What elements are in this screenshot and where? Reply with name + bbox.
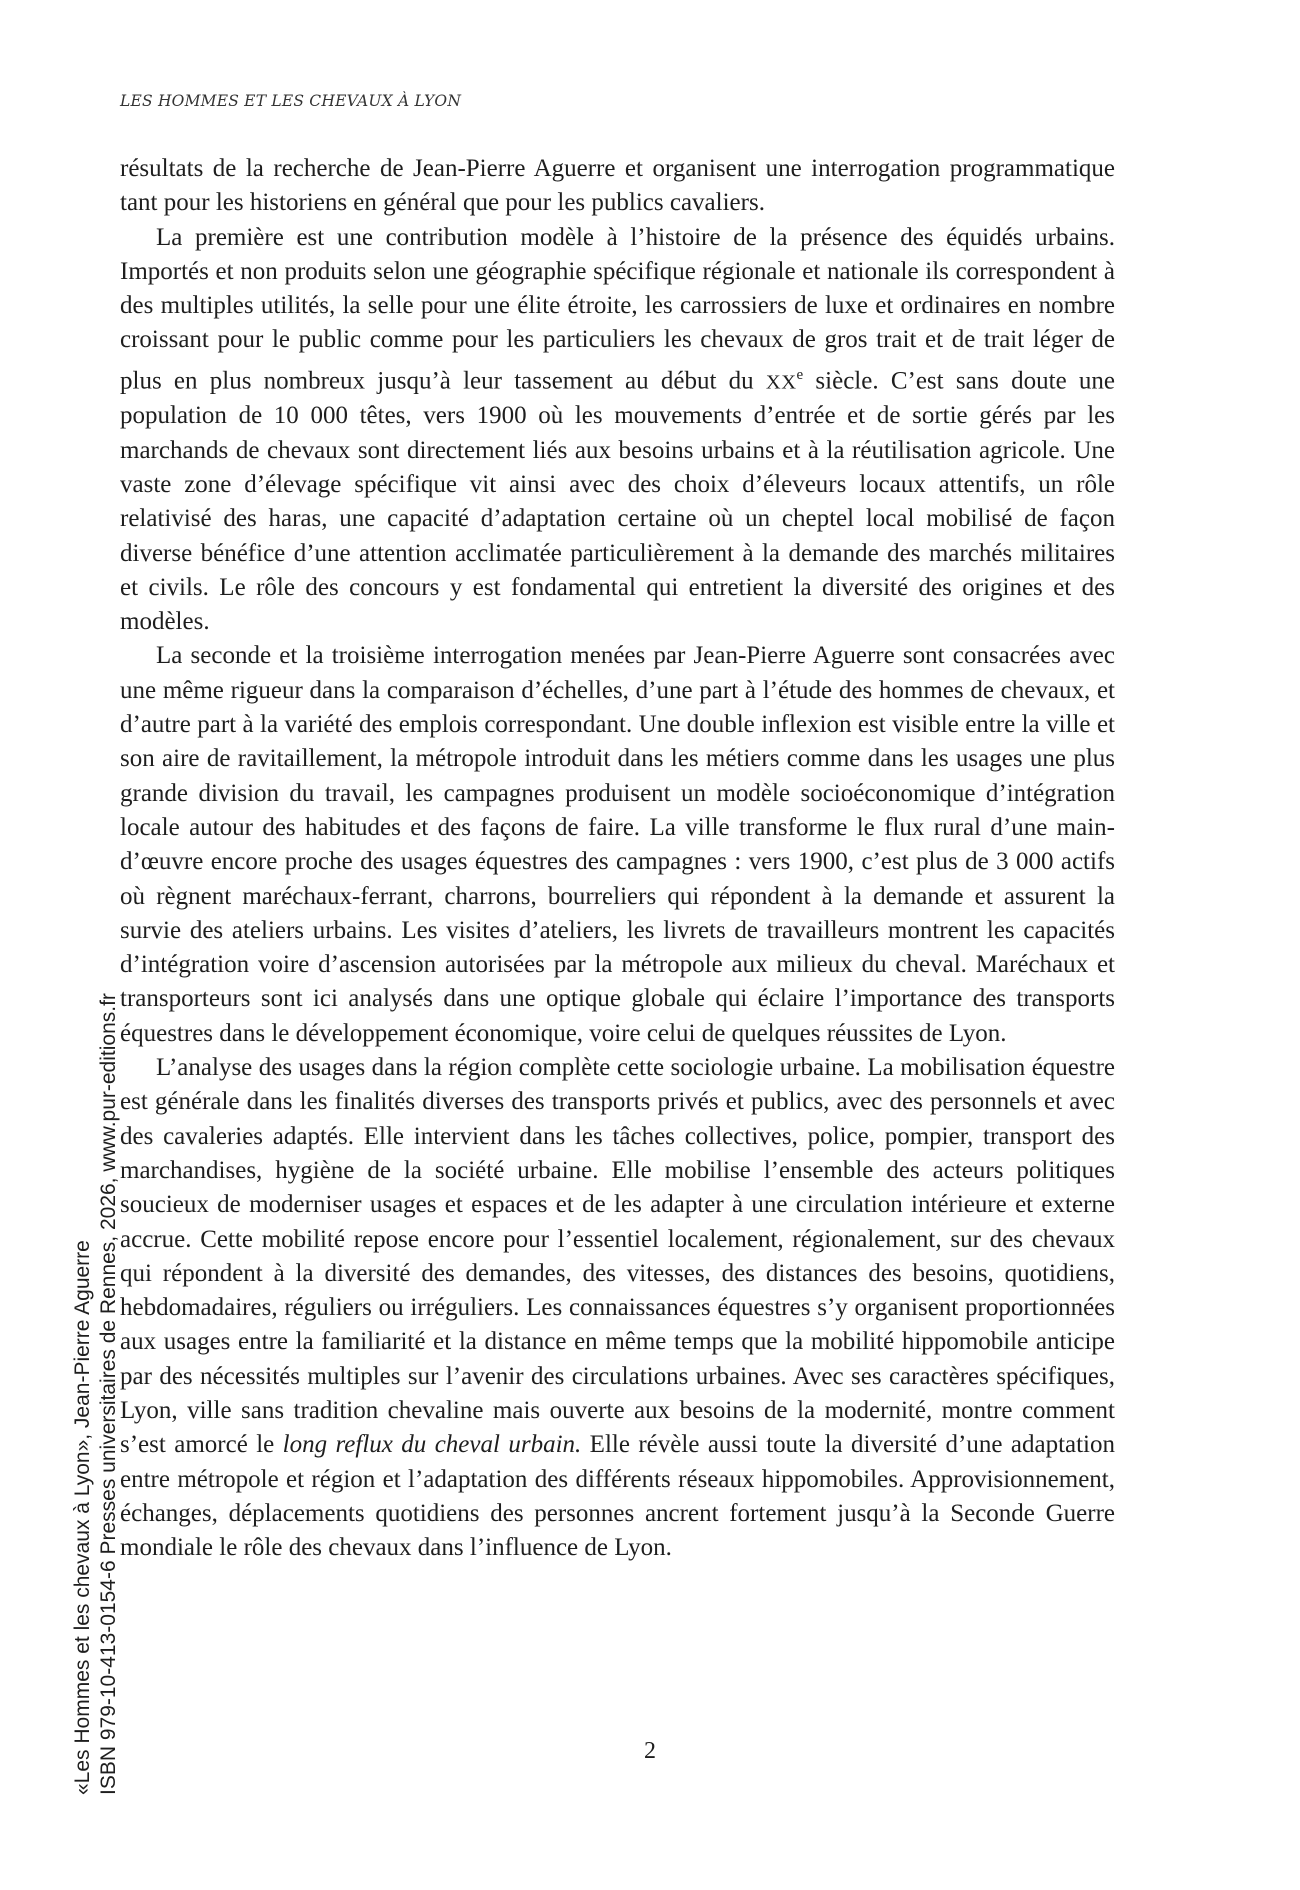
paragraph-2 <box>120 221 1115 640</box>
paragraph-2-text-b: siècle. C’est sans doute une population de 10 000 têtes, vers 1900 où les mouvements d’entrée et de sortie gérés par les marchands de chevaux sont directement liés aux besoins urbains et à la réutilisation agricole. Une vaste zone d’élevage spécifique vit ainsi avec des choix d’éleveurs locaux attentifs, un rôle relativisé des haras, une capacité d’adaptation certaine où un cheptel local mobilisé de façon diverse bénéfice d’une attention acclimatée particulièrement à la demande des marchés militaires et civils. Le rôle des concours y est fondamental qui entretient la diversité des origines et des modèles. <box>120 367 1116 636</box>
century-superscript: e <box>796 366 804 383</box>
paragraph-1: résultats de la recherche de Jean-Pierre Aguerre et organisent une interrogation programmatique tant pour les historiens en général que pour les publics cavaliers. <box>120 155 1115 217</box>
main-text <box>120 152 1115 1566</box>
century-roman-numeral: XX <box>765 371 797 394</box>
paragraph-4-text-a: L’analyse des usages dans la région complète cette sociologie urbaine. La mobilisation équestre est générale dans les finalités diverses des transports privés et publics, avec des personnels et avec des cavaleries adaptés. Elle intervient dans les tâches collectives, police, pompier, transport des marchandises, hygiène de la société urbaine. Elle mobilise l’ensemble des acteurs politiques soucieux de moderniser usages et espaces et de les adapter à une circulation intérieure et externe accrue. Cette mobilité repose encore pour l’essentiel localement, régionalement, sur des chevaux qui répondent à la diversité des demandes, des vitesses, des distances des besoins, quotidiens, hebdomadaires, réguliers ou irréguliers. Les connaissances équestres s’y organisent proportionnées aux usages entre la familiarité et la distance en même temps que la mobilité hippomobile anticipe par des nécessités multiples sur l’avenir des circulations urbaines. Avec ses caractères spécifiques, Lyon, ville sans tradition chevaline mais ouverte aux besoins de la modernité, montre comment s’est amorcé le <box>120 1054 1115 1459</box>
paragraph-4-text-b: Elle révèle aussi toute la diversité d’une adaptation entre métropole et région et l’adaptation des différents réseaux hippomobiles. Approvisionnement, échanges, déplacements quotidiens des personnes ancrent fortement jusqu’à la Seconde Guerre mondiale le rôle des chevaux dans l’influence de Lyon. <box>120 1431 1116 1562</box>
side-credit-title: «Les Hommes et les chevaux à Lyon», Jean-Pierre Aguerre <box>71 1240 94 1795</box>
side-credit-isbn: ISBN 979-10-413-0154-6 Presses universitaires de Rennes, 2026, www.pur-editions.fr <box>97 993 120 1795</box>
page-number: 2 <box>644 1738 656 1764</box>
italic-phrase: long reflux du cheval urbain. <box>282 1431 582 1459</box>
paragraph-2-text-a: La première est une contribution modèle à l’histoire de la présence des équidés urbains. Importés et non produits selon une géographie spécifique régionale et nationale ils correspondent à des multiples utilités, la selle pour une élite étroite, les carrossiers de luxe et ordinaires en nombre croissant pour le public comme pour les particuliers les chevaux de gros trait et de trait léger de plus en plus nombreux jusqu’à leur tassement au début du <box>120 223 1115 395</box>
paragraph-4 <box>120 1051 1115 1565</box>
running-header: LES HOMMES ET LES CHEVAUX À LYON <box>120 92 462 110</box>
paragraph-3: La seconde et la troisième interrogation menées par Jean-Pierre Aguerre sont consacrées avec une même rigueur dans la comparaison d’échelles, d’une part à l’étude des hommes de chevaux, et d’autre part à la variété des emplois correspondant. Une double inflexion est visible entre la ville et son aire de ravitaillement, la métropole introduit dans les métiers comme dans les usages une plus grande division du travail, les campagnes produisent un modèle socioéconomique d’intégration locale autour des habitudes et des façons de faire. La ville transforme le flux rural d’une main-d’œuvre encore proche des usages équestres des campagnes : vers 1900, c’est plus de 3 000 actifs où règnent maréchaux-ferrant, charrons, bourreliers qui répondent à la demande et assurent la survie des ateliers urbains. Les visites d’ateliers, les livrets de travailleurs montrent les capacités d’intégration voire d’ascension autorisées par la métropole aux milieux du cheval. Maréchaux et transporteurs sont ici analysés dans une optique globale qui éclaire l’importance des transports équestres dans le développement économique, voire celui de quelques réussites de Lyon. <box>120 642 1115 1047</box>
side-credit <box>70 835 122 1795</box>
